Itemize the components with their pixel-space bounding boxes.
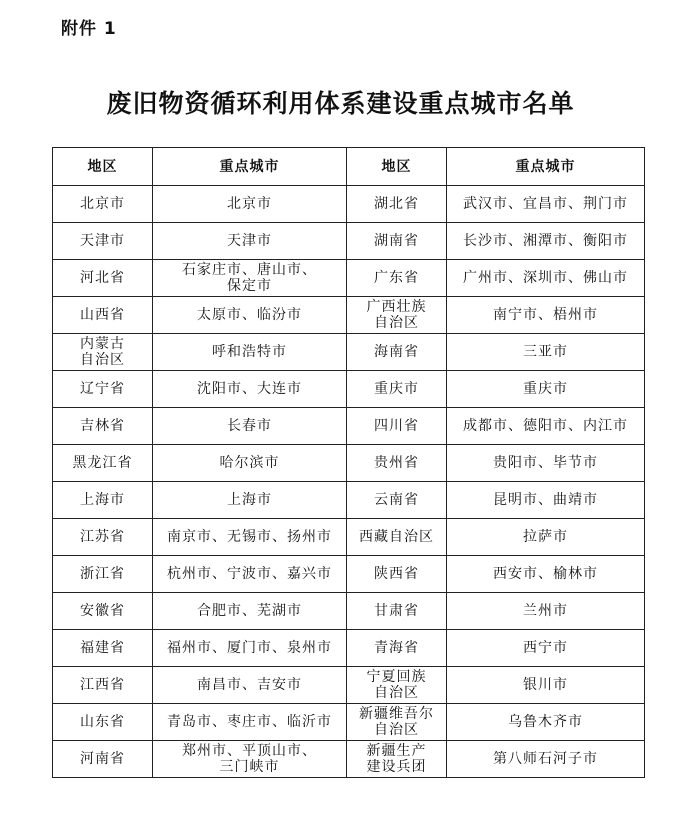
cell-text: 武汉市、宜昌市、荆门市 xyxy=(463,196,628,212)
key-cities-table xyxy=(52,147,645,778)
region-cell xyxy=(53,297,153,334)
region-cell xyxy=(53,260,153,297)
key-cities-cell xyxy=(153,482,347,519)
table-row xyxy=(53,408,645,445)
key-cities-cell xyxy=(153,630,347,667)
cell-text: 长沙市、湘潭市、衡阳市 xyxy=(463,233,628,249)
key-cities-cell xyxy=(153,445,347,482)
key-cities-cell xyxy=(153,741,347,778)
cell-text: 青岛市、枣庄市、临沂市 xyxy=(167,714,332,730)
table-row xyxy=(53,297,645,334)
cell-text: 四川省 xyxy=(374,418,419,434)
cell-text: 江苏省 xyxy=(80,529,125,545)
region-cell xyxy=(53,223,153,260)
table-row xyxy=(53,371,645,408)
cell-text: 南宁市、梧州市 xyxy=(493,307,598,323)
cell-text: 湖北省 xyxy=(374,196,419,212)
column-header-region: 地区 xyxy=(347,148,447,186)
cell-text: 吉林省 xyxy=(80,418,125,434)
cell-text: 拉萨市 xyxy=(523,529,568,545)
key-cities-cell xyxy=(447,482,645,519)
cell-text: 第八师石河子市 xyxy=(493,751,598,767)
cell-text: 山西省 xyxy=(80,307,125,323)
key-cities-cell xyxy=(447,667,645,704)
table-row xyxy=(53,482,645,519)
key-cities-cell xyxy=(447,186,645,223)
cell-text: 天津市 xyxy=(80,233,125,249)
cell-text: 湖南省 xyxy=(374,233,419,249)
key-cities-cell xyxy=(447,630,645,667)
cell-text: 上海市 xyxy=(80,492,125,508)
cell-text: 河南省 xyxy=(80,751,125,767)
cell-text: 杭州市、宁波市、嘉兴市 xyxy=(167,566,332,582)
key-cities-cell xyxy=(153,297,347,334)
cell-text: 安徽省 xyxy=(80,603,125,619)
table-row xyxy=(53,519,645,556)
key-cities-cell xyxy=(447,704,645,741)
region-cell xyxy=(347,630,447,667)
cell-text: 哈尔滨市 xyxy=(219,455,280,471)
key-cities-cell xyxy=(153,408,347,445)
cell-text: 山东省 xyxy=(80,714,125,730)
document-title: 废旧物资循环利用体系建设重点城市名单 xyxy=(106,89,575,118)
cell-text: 北京市 xyxy=(80,196,125,212)
key-cities-cell xyxy=(153,334,347,371)
key-cities-cell xyxy=(447,593,645,630)
cell-text: 河北省 xyxy=(80,270,125,286)
region-cell xyxy=(347,260,447,297)
region-cell xyxy=(347,445,447,482)
cell-text: 西宁市 xyxy=(523,640,568,656)
region-cell xyxy=(347,334,447,371)
cell-text: 天津市 xyxy=(227,233,272,249)
key-cities-cell xyxy=(153,593,347,630)
table-row xyxy=(53,186,645,223)
table-row xyxy=(53,260,645,297)
region-cell xyxy=(53,186,153,223)
cell-text: 郑州市、平顶山市、 三门峡市 xyxy=(182,743,317,775)
region-cell xyxy=(347,371,447,408)
key-cities-cell xyxy=(153,556,347,593)
cell-text: 黑龙江省 xyxy=(72,455,133,471)
cell-text: 广州市、深圳市、佛山市 xyxy=(463,270,628,286)
cell-text: 海南省 xyxy=(374,344,419,360)
key-cities-cell xyxy=(153,186,347,223)
region-cell xyxy=(53,482,153,519)
cell-text: 内蒙古 自治区 xyxy=(80,336,125,368)
table-header-row xyxy=(53,148,645,186)
table-row xyxy=(53,223,645,260)
column-header-key-cities: 重点城市 xyxy=(447,148,645,186)
key-cities-cell xyxy=(153,371,347,408)
key-cities-cell xyxy=(447,741,645,778)
cell-text: 兰州市 xyxy=(523,603,568,619)
key-cities-cell xyxy=(447,297,645,334)
cell-text: 贵阳市、毕节市 xyxy=(493,455,598,471)
region-cell xyxy=(347,667,447,704)
key-cities-cell xyxy=(153,667,347,704)
region-cell xyxy=(53,704,153,741)
key-cities-cell xyxy=(447,445,645,482)
cell-text: 南昌市、吉安市 xyxy=(197,677,302,693)
cell-text: 浙江省 xyxy=(80,566,125,582)
region-cell xyxy=(347,186,447,223)
region-cell xyxy=(347,704,447,741)
region-cell xyxy=(347,593,447,630)
key-cities-cell xyxy=(447,334,645,371)
region-cell xyxy=(53,667,153,704)
cell-text: 福建省 xyxy=(80,640,125,656)
cell-text: 三亚市 xyxy=(523,344,568,360)
column-header-region: 地区 xyxy=(53,148,153,186)
region-cell xyxy=(53,593,153,630)
cell-text: 南京市、无锡市、扬州市 xyxy=(167,529,332,545)
key-cities-cell xyxy=(447,371,645,408)
column-header-key-cities: 重点城市 xyxy=(153,148,347,186)
region-cell xyxy=(347,519,447,556)
key-cities-cell xyxy=(447,556,645,593)
cell-text: 陕西省 xyxy=(374,566,419,582)
key-cities-cell xyxy=(447,408,645,445)
key-cities-cell xyxy=(153,519,347,556)
key-cities-cell xyxy=(153,223,347,260)
cell-text: 重庆市 xyxy=(523,381,568,397)
key-cities-cell xyxy=(447,223,645,260)
cell-text: 广西壮族 自治区 xyxy=(366,299,427,331)
region-cell xyxy=(347,741,447,778)
cell-text: 上海市 xyxy=(227,492,272,508)
cell-text: 石家庄市、唐山市、 保定市 xyxy=(182,262,317,294)
cell-text: 重庆市 xyxy=(374,381,419,397)
table-row xyxy=(53,445,645,482)
region-cell xyxy=(347,297,447,334)
cell-text: 成都市、德阳市、内江市 xyxy=(463,418,628,434)
table-row xyxy=(53,556,645,593)
table-row xyxy=(53,593,645,630)
cell-text: 昆明市、曲靖市 xyxy=(493,492,598,508)
cell-text: 长春市 xyxy=(227,418,272,434)
region-cell xyxy=(347,556,447,593)
region-cell xyxy=(347,223,447,260)
cell-text: 西安市、榆林市 xyxy=(493,566,598,582)
cell-text: 北京市 xyxy=(227,196,272,212)
key-cities-cell xyxy=(153,260,347,297)
table-row xyxy=(53,667,645,704)
cell-text: 云南省 xyxy=(374,492,419,508)
table-row xyxy=(53,630,645,667)
region-cell xyxy=(53,519,153,556)
cell-text: 甘肃省 xyxy=(374,603,419,619)
cell-text: 辽宁省 xyxy=(80,381,125,397)
cell-text: 沈阳市、大连市 xyxy=(197,381,302,397)
cell-text: 银川市 xyxy=(523,677,568,693)
cell-text: 呼和浩特市 xyxy=(212,344,287,360)
region-cell xyxy=(53,741,153,778)
key-cities-cell xyxy=(153,704,347,741)
region-cell xyxy=(53,334,153,371)
cell-text: 青海省 xyxy=(374,640,419,656)
cell-text: 江西省 xyxy=(80,677,125,693)
cell-text: 乌鲁木齐市 xyxy=(508,714,583,730)
cell-text: 西藏自治区 xyxy=(359,529,434,545)
region-cell xyxy=(53,371,153,408)
table-row xyxy=(53,704,645,741)
key-cities-cell xyxy=(447,260,645,297)
region-cell xyxy=(347,482,447,519)
cell-text: 新疆维吾尔 自治区 xyxy=(359,706,434,738)
cell-text: 合肥市、芜湖市 xyxy=(197,603,302,619)
region-cell xyxy=(347,408,447,445)
cell-text: 贵州省 xyxy=(374,455,419,471)
table-body xyxy=(53,186,645,778)
cell-text: 太原市、临汾市 xyxy=(197,307,302,323)
region-cell xyxy=(53,556,153,593)
table-row xyxy=(53,741,645,778)
region-cell xyxy=(53,630,153,667)
cell-text: 新疆生产 建设兵团 xyxy=(366,743,427,775)
cell-text: 广东省 xyxy=(374,270,419,286)
key-cities-cell xyxy=(447,519,645,556)
region-cell xyxy=(53,445,153,482)
attachment-label: 附件 1 xyxy=(61,19,117,39)
table-row xyxy=(53,334,645,371)
cell-text: 宁夏回族 自治区 xyxy=(366,669,427,701)
region-cell xyxy=(53,408,153,445)
cell-text: 福州市、厦门市、泉州市 xyxy=(167,640,332,656)
